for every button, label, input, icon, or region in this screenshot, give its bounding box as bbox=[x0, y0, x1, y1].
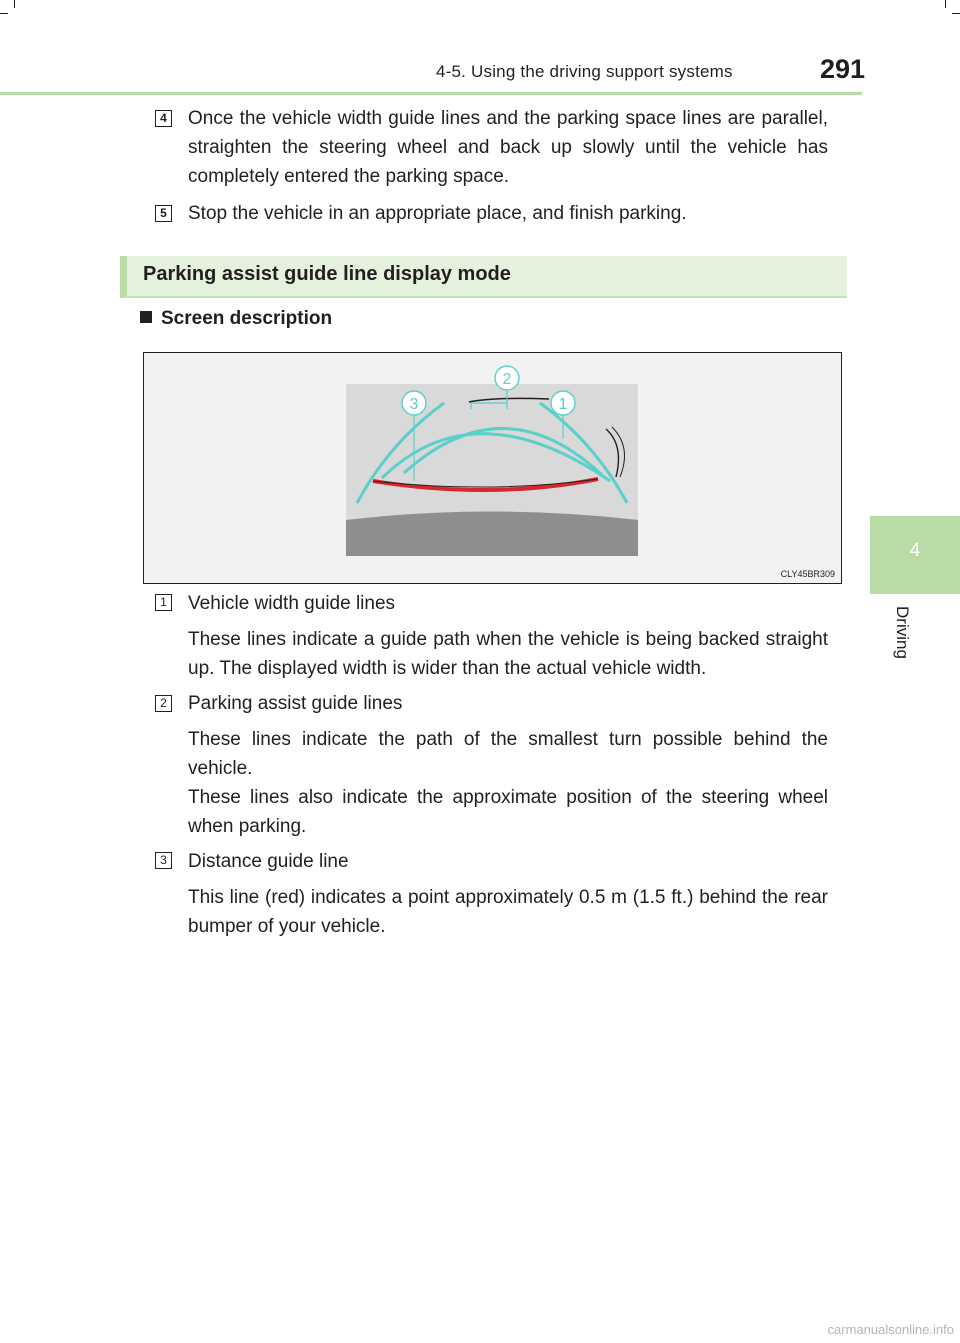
camera-screen-illustration bbox=[143, 352, 842, 584]
item-description: These lines indicate a guide path when the vehicle is being backed straight up. The displayed width is wider than the actual vehicle width. bbox=[188, 629, 828, 679]
crop-mark bbox=[14, 0, 15, 8]
chapter-label-box bbox=[882, 606, 942, 668]
item-title: Parking assist guide lines bbox=[188, 693, 403, 714]
crop-mark bbox=[945, 0, 946, 8]
callout-number-1: 1 bbox=[558, 396, 568, 413]
header-rule bbox=[0, 92, 862, 95]
item-number-box: 1 bbox=[155, 594, 172, 611]
step-text: Stop the vehicle in an appropriate place, and finish parking. bbox=[188, 203, 687, 224]
callout-number-3: 3 bbox=[409, 396, 419, 413]
running-header-section: 4-5. Using the driving support systems bbox=[436, 62, 733, 81]
item-description: These lines indicate the path of the smallest turn possible behind the vehicle. bbox=[188, 729, 828, 779]
item-number-box: 2 bbox=[155, 695, 172, 712]
step-number-box: 5 bbox=[155, 205, 172, 222]
section-heading: Parking assist guide line display mode bbox=[143, 263, 511, 285]
crop-mark bbox=[952, 13, 960, 14]
step-text: Once the vehicle width guide lines and the parking space lines are parallel, straighten the steering wheel and back up slowly until the vehicle has completely entered the parking space. bbox=[188, 108, 828, 187]
item-description: These lines also indicate the approximate position of the steering wheel when parking. bbox=[188, 787, 828, 837]
item-title: Vehicle width guide lines bbox=[188, 593, 396, 614]
watermark-text: carmanualsonline.info bbox=[827, 1322, 954, 1337]
camera-screen-svg bbox=[144, 353, 841, 583]
chapter-label: Driving bbox=[893, 606, 912, 659]
figure-code: CLY45BR309 bbox=[780, 569, 835, 579]
sub-heading bbox=[140, 308, 332, 330]
crop-mark bbox=[0, 13, 8, 14]
item-title: Distance guide line bbox=[188, 851, 349, 872]
sub-heading-text: Screen description bbox=[161, 308, 333, 329]
square-bullet-icon bbox=[140, 311, 152, 323]
page-number: 291 bbox=[820, 54, 866, 84]
bumper-area bbox=[346, 512, 638, 557]
chapter-number: 4 bbox=[909, 540, 921, 561]
chapter-tab bbox=[870, 516, 960, 594]
item-number-box: 3 bbox=[155, 852, 172, 869]
item-description: This line (red) indicates a point approximately 0.5 m (1.5 ft.) behind the rear bumper of your vehicle. bbox=[188, 887, 828, 937]
section-heading-bar bbox=[120, 256, 847, 298]
step-number-box: 4 bbox=[155, 110, 172, 127]
callout-number-2: 2 bbox=[502, 371, 512, 388]
